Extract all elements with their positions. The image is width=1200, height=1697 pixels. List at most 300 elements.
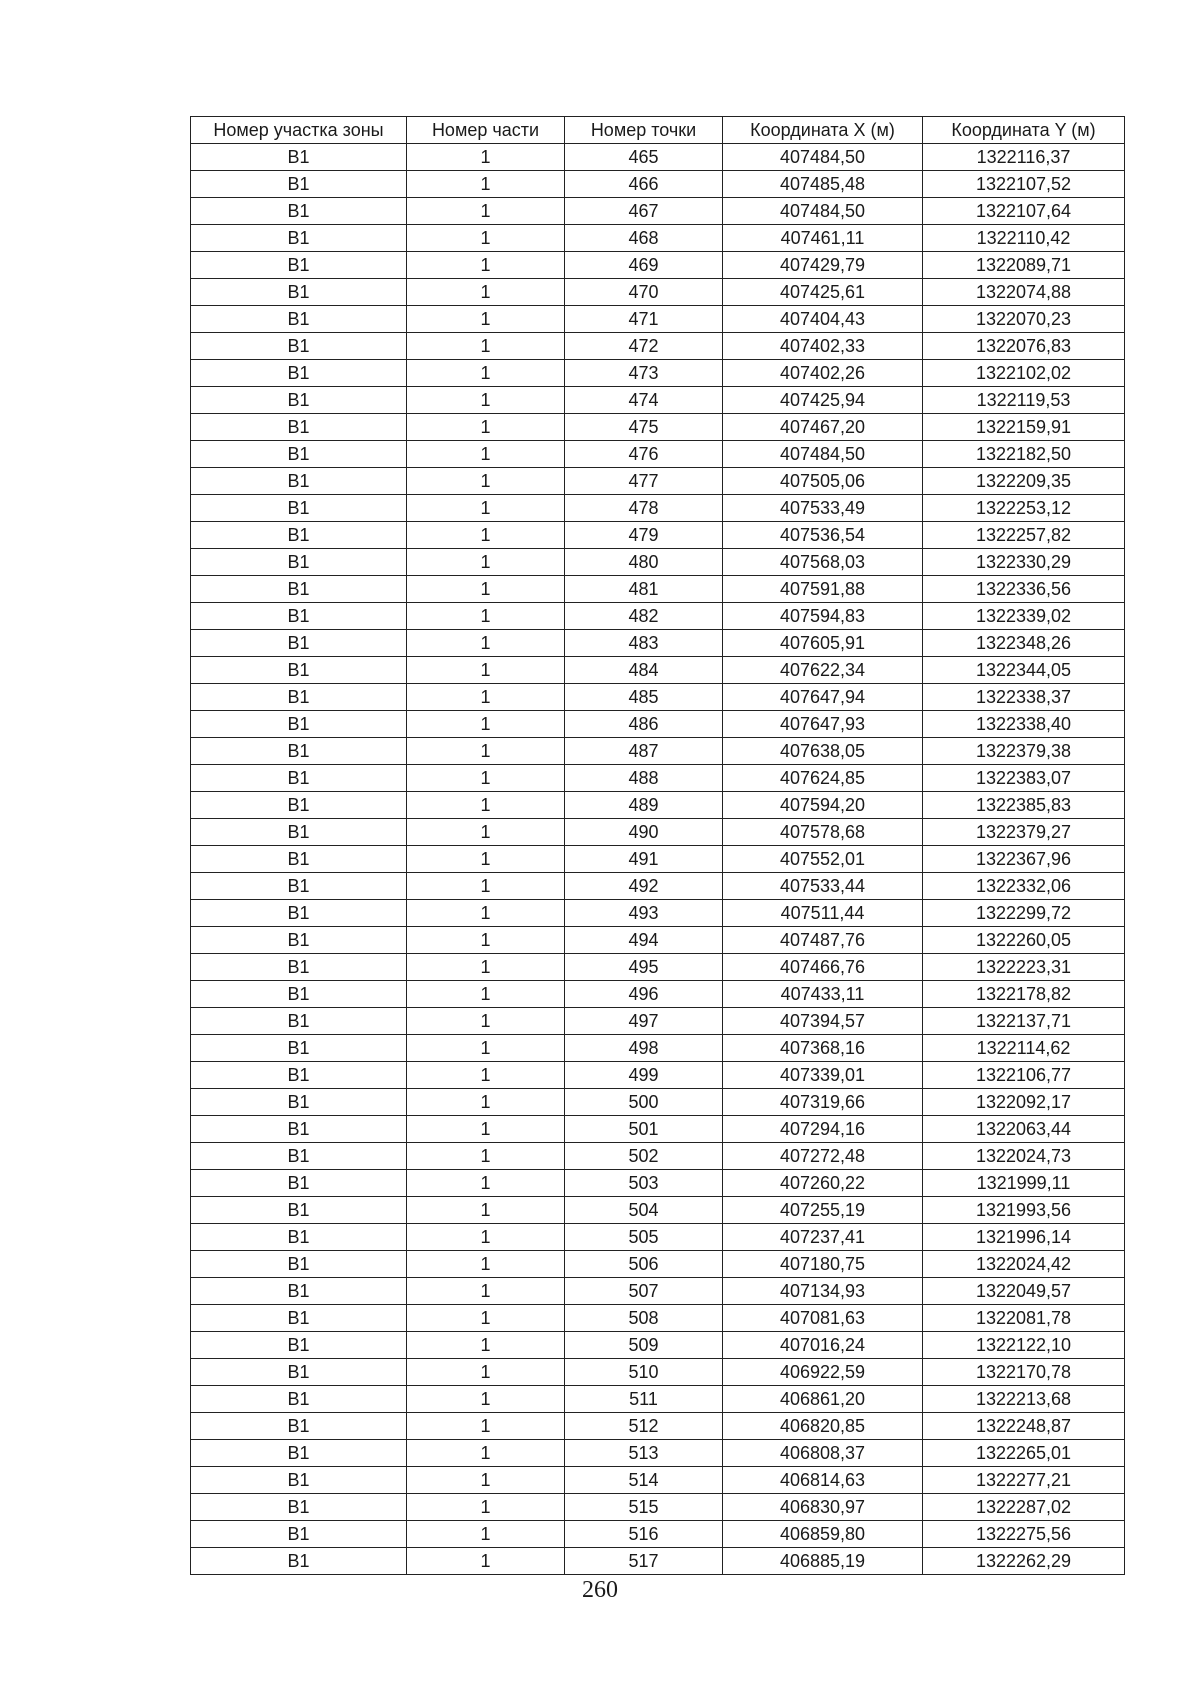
zone-section-cell: В1 <box>191 576 407 603</box>
coordinate-x-cell: 407487,76 <box>723 927 923 954</box>
table-row <box>191 630 1125 657</box>
part-number-cell: 1 <box>407 198 565 225</box>
coordinate-y-cell: 1322107,64 <box>923 198 1125 225</box>
coordinate-y-cell: 1322339,02 <box>923 603 1125 630</box>
coordinate-y-cell: 1322213,68 <box>923 1386 1125 1413</box>
zone-section-cell: В1 <box>191 387 407 414</box>
part-number-cell: 1 <box>407 1359 565 1386</box>
coordinate-x-cell: 407622,34 <box>723 657 923 684</box>
table-row <box>191 603 1125 630</box>
header-point-number: Номер точки <box>565 117 723 144</box>
part-number-cell: 1 <box>407 657 565 684</box>
table-row <box>191 144 1125 171</box>
part-number-cell: 1 <box>407 252 565 279</box>
header-coordinate-y: Координата Y (м) <box>923 117 1125 144</box>
table-row <box>191 279 1125 306</box>
table-row <box>191 1197 1125 1224</box>
zone-section-cell: В1 <box>191 1548 407 1575</box>
zone-section-cell: В1 <box>191 711 407 738</box>
coordinate-x-cell: 406861,20 <box>723 1386 923 1413</box>
coordinate-x-cell: 407272,48 <box>723 1143 923 1170</box>
point-number-cell: 502 <box>565 1143 723 1170</box>
zone-section-cell: В1 <box>191 549 407 576</box>
part-number-cell: 1 <box>407 549 565 576</box>
table-row <box>191 1170 1125 1197</box>
part-number-cell: 1 <box>407 414 565 441</box>
coordinate-y-cell: 1322287,02 <box>923 1494 1125 1521</box>
part-number-cell: 1 <box>407 792 565 819</box>
coordinate-x-cell: 406859,80 <box>723 1521 923 1548</box>
coordinate-y-cell: 1322385,83 <box>923 792 1125 819</box>
coordinate-y-cell: 1322170,78 <box>923 1359 1125 1386</box>
table-row <box>191 441 1125 468</box>
coordinate-x-cell: 407433,11 <box>723 981 923 1008</box>
coordinate-x-cell: 407624,85 <box>723 765 923 792</box>
coordinate-y-cell: 1322338,40 <box>923 711 1125 738</box>
coordinate-x-cell: 407647,93 <box>723 711 923 738</box>
coordinate-x-cell: 407429,79 <box>723 252 923 279</box>
part-number-cell: 1 <box>407 225 565 252</box>
coordinate-y-cell: 1322260,05 <box>923 927 1125 954</box>
point-number-cell: 494 <box>565 927 723 954</box>
table-row <box>191 819 1125 846</box>
coordinate-y-cell: 1322330,29 <box>923 549 1125 576</box>
table-row <box>191 414 1125 441</box>
zone-section-cell: В1 <box>191 1170 407 1197</box>
table-row <box>191 657 1125 684</box>
coordinate-x-cell: 407594,83 <box>723 603 923 630</box>
part-number-cell: 1 <box>407 1062 565 1089</box>
point-number-cell: 513 <box>565 1440 723 1467</box>
coordinate-y-cell: 1322049,57 <box>923 1278 1125 1305</box>
part-number-cell: 1 <box>407 1521 565 1548</box>
table-row <box>191 1521 1125 1548</box>
table-row <box>191 900 1125 927</box>
table-row <box>191 468 1125 495</box>
coordinates-table <box>190 116 1125 1575</box>
point-number-cell: 493 <box>565 900 723 927</box>
part-number-cell: 1 <box>407 1143 565 1170</box>
point-number-cell: 477 <box>565 468 723 495</box>
table-row <box>191 1305 1125 1332</box>
table-row <box>191 576 1125 603</box>
table-row <box>191 387 1125 414</box>
table-row <box>191 1224 1125 1251</box>
coordinate-x-cell: 406885,19 <box>723 1548 923 1575</box>
coordinate-x-cell: 407647,94 <box>723 684 923 711</box>
coordinate-x-cell: 406830,97 <box>723 1494 923 1521</box>
table-body <box>191 144 1125 1575</box>
table-row <box>191 225 1125 252</box>
point-number-cell: 475 <box>565 414 723 441</box>
table-row <box>191 198 1125 225</box>
header-part-number: Номер части <box>407 117 565 144</box>
table-row <box>191 873 1125 900</box>
zone-section-cell: В1 <box>191 1251 407 1278</box>
point-number-cell: 510 <box>565 1359 723 1386</box>
coordinate-x-cell: 407568,03 <box>723 549 923 576</box>
table-row <box>191 1467 1125 1494</box>
coordinate-y-cell: 1321999,11 <box>923 1170 1125 1197</box>
coordinate-x-cell: 407533,49 <box>723 495 923 522</box>
point-number-cell: 497 <box>565 1008 723 1035</box>
zone-section-cell: В1 <box>191 144 407 171</box>
table-row <box>191 1359 1125 1386</box>
part-number-cell: 1 <box>407 1278 565 1305</box>
zone-section-cell: В1 <box>191 441 407 468</box>
zone-section-cell: В1 <box>191 279 407 306</box>
coordinate-y-cell: 1322367,96 <box>923 846 1125 873</box>
coordinate-x-cell: 406814,63 <box>723 1467 923 1494</box>
coordinate-y-cell: 1322070,23 <box>923 306 1125 333</box>
point-number-cell: 470 <box>565 279 723 306</box>
table-row <box>191 1008 1125 1035</box>
table-row <box>191 684 1125 711</box>
coordinate-y-cell: 1322299,72 <box>923 900 1125 927</box>
coordinate-y-cell: 1322119,53 <box>923 387 1125 414</box>
point-number-cell: 509 <box>565 1332 723 1359</box>
point-number-cell: 481 <box>565 576 723 603</box>
zone-section-cell: В1 <box>191 1062 407 1089</box>
coordinate-x-cell: 407591,88 <box>723 576 923 603</box>
zone-section-cell: В1 <box>191 1089 407 1116</box>
point-number-cell: 489 <box>565 792 723 819</box>
table-row <box>191 927 1125 954</box>
point-number-cell: 508 <box>565 1305 723 1332</box>
part-number-cell: 1 <box>407 387 565 414</box>
part-number-cell: 1 <box>407 630 565 657</box>
table-row <box>191 792 1125 819</box>
point-number-cell: 468 <box>565 225 723 252</box>
table-row <box>191 1494 1125 1521</box>
coordinate-x-cell: 407485,48 <box>723 171 923 198</box>
zone-section-cell: В1 <box>191 1197 407 1224</box>
coordinate-x-cell: 407425,94 <box>723 387 923 414</box>
coordinate-y-cell: 1322106,77 <box>923 1062 1125 1089</box>
zone-section-cell: В1 <box>191 225 407 252</box>
point-number-cell: 490 <box>565 819 723 846</box>
part-number-cell: 1 <box>407 1413 565 1440</box>
coordinate-y-cell: 1322257,82 <box>923 522 1125 549</box>
zone-section-cell: В1 <box>191 198 407 225</box>
point-number-cell: 486 <box>565 711 723 738</box>
table-row <box>191 981 1125 1008</box>
table-row <box>191 1143 1125 1170</box>
zone-section-cell: В1 <box>191 1467 407 1494</box>
point-number-cell: 483 <box>565 630 723 657</box>
coordinate-y-cell: 1322209,35 <box>923 468 1125 495</box>
table-row <box>191 333 1125 360</box>
point-number-cell: 482 <box>565 603 723 630</box>
table-row <box>191 1332 1125 1359</box>
coordinate-x-cell: 407404,43 <box>723 306 923 333</box>
coordinate-y-cell: 1322089,71 <box>923 252 1125 279</box>
table-row <box>191 1089 1125 1116</box>
coordinate-y-cell: 1322344,05 <box>923 657 1125 684</box>
coordinate-x-cell: 406922,59 <box>723 1359 923 1386</box>
part-number-cell: 1 <box>407 846 565 873</box>
part-number-cell: 1 <box>407 279 565 306</box>
zone-section-cell: В1 <box>191 1305 407 1332</box>
part-number-cell: 1 <box>407 1494 565 1521</box>
coordinate-x-cell: 407505,06 <box>723 468 923 495</box>
part-number-cell: 1 <box>407 1332 565 1359</box>
coordinate-y-cell: 1322383,07 <box>923 765 1125 792</box>
point-number-cell: 479 <box>565 522 723 549</box>
point-number-cell: 487 <box>565 738 723 765</box>
part-number-cell: 1 <box>407 576 565 603</box>
coordinate-x-cell: 407394,57 <box>723 1008 923 1035</box>
coordinate-y-cell: 1322338,37 <box>923 684 1125 711</box>
point-number-cell: 495 <box>565 954 723 981</box>
table-row <box>191 522 1125 549</box>
part-number-cell: 1 <box>407 927 565 954</box>
zone-section-cell: В1 <box>191 738 407 765</box>
zone-section-cell: В1 <box>191 414 407 441</box>
point-number-cell: 506 <box>565 1251 723 1278</box>
point-number-cell: 473 <box>565 360 723 387</box>
point-number-cell: 505 <box>565 1224 723 1251</box>
coordinate-x-cell: 407511,44 <box>723 900 923 927</box>
coordinate-x-cell: 407255,19 <box>723 1197 923 1224</box>
coordinate-y-cell: 1322379,27 <box>923 819 1125 846</box>
coordinate-y-cell: 1322024,73 <box>923 1143 1125 1170</box>
zone-section-cell: В1 <box>191 306 407 333</box>
part-number-cell: 1 <box>407 1386 565 1413</box>
coordinate-y-cell: 1322063,44 <box>923 1116 1125 1143</box>
part-number-cell: 1 <box>407 522 565 549</box>
point-number-cell: 476 <box>565 441 723 468</box>
part-number-cell: 1 <box>407 441 565 468</box>
part-number-cell: 1 <box>407 603 565 630</box>
zone-section-cell: В1 <box>191 792 407 819</box>
point-number-cell: 488 <box>565 765 723 792</box>
part-number-cell: 1 <box>407 468 565 495</box>
point-number-cell: 504 <box>565 1197 723 1224</box>
coordinate-y-cell: 1322348,26 <box>923 630 1125 657</box>
point-number-cell: 512 <box>565 1413 723 1440</box>
coordinate-y-cell: 1322122,10 <box>923 1332 1125 1359</box>
zone-section-cell: В1 <box>191 1278 407 1305</box>
part-number-cell: 1 <box>407 873 565 900</box>
coordinate-y-cell: 1322110,42 <box>923 225 1125 252</box>
point-number-cell: 478 <box>565 495 723 522</box>
coordinate-x-cell: 407605,91 <box>723 630 923 657</box>
part-number-cell: 1 <box>407 1251 565 1278</box>
zone-section-cell: В1 <box>191 1143 407 1170</box>
table-row <box>191 1548 1125 1575</box>
part-number-cell: 1 <box>407 1170 565 1197</box>
zone-section-cell: В1 <box>191 657 407 684</box>
point-number-cell: 492 <box>565 873 723 900</box>
table-row <box>191 360 1125 387</box>
part-number-cell: 1 <box>407 1440 565 1467</box>
coordinate-x-cell: 407402,26 <box>723 360 923 387</box>
zone-section-cell: В1 <box>191 1224 407 1251</box>
coordinate-x-cell: 407237,41 <box>723 1224 923 1251</box>
zone-section-cell: В1 <box>191 819 407 846</box>
table-row <box>191 1251 1125 1278</box>
zone-section-cell: В1 <box>191 1116 407 1143</box>
coordinate-y-cell: 1322265,01 <box>923 1440 1125 1467</box>
coordinate-y-cell: 1322024,42 <box>923 1251 1125 1278</box>
zone-section-cell: В1 <box>191 1359 407 1386</box>
zone-section-cell: В1 <box>191 360 407 387</box>
table-row <box>191 306 1125 333</box>
coordinate-x-cell: 407294,16 <box>723 1116 923 1143</box>
point-number-cell: 503 <box>565 1170 723 1197</box>
coordinate-x-cell: 407081,63 <box>723 1305 923 1332</box>
table-row <box>191 495 1125 522</box>
part-number-cell: 1 <box>407 360 565 387</box>
table-row <box>191 1440 1125 1467</box>
zone-section-cell: В1 <box>191 1008 407 1035</box>
coordinate-x-cell: 407461,11 <box>723 225 923 252</box>
coordinate-x-cell: 407466,76 <box>723 954 923 981</box>
point-number-cell: 469 <box>565 252 723 279</box>
point-number-cell: 472 <box>565 333 723 360</box>
point-number-cell: 474 <box>565 387 723 414</box>
coordinate-x-cell: 407260,22 <box>723 1170 923 1197</box>
table-row <box>191 1278 1125 1305</box>
zone-section-cell: В1 <box>191 1035 407 1062</box>
table-row <box>191 252 1125 279</box>
part-number-cell: 1 <box>407 1089 565 1116</box>
coordinate-y-cell: 1322076,83 <box>923 333 1125 360</box>
point-number-cell: 465 <box>565 144 723 171</box>
part-number-cell: 1 <box>407 171 565 198</box>
coordinate-x-cell: 407638,05 <box>723 738 923 765</box>
part-number-cell: 1 <box>407 495 565 522</box>
part-number-cell: 1 <box>407 711 565 738</box>
part-number-cell: 1 <box>407 1008 565 1035</box>
coordinate-y-cell: 1322275,56 <box>923 1521 1125 1548</box>
point-number-cell: 480 <box>565 549 723 576</box>
coordinate-x-cell: 407134,93 <box>723 1278 923 1305</box>
coordinate-x-cell: 407578,68 <box>723 819 923 846</box>
table-row <box>191 846 1125 873</box>
table-row <box>191 1413 1125 1440</box>
part-number-cell: 1 <box>407 1548 565 1575</box>
coordinate-x-cell: 407467,20 <box>723 414 923 441</box>
point-number-cell: 471 <box>565 306 723 333</box>
part-number-cell: 1 <box>407 684 565 711</box>
coordinate-x-cell: 407180,75 <box>723 1251 923 1278</box>
coordinate-y-cell: 1321996,14 <box>923 1224 1125 1251</box>
zone-section-cell: В1 <box>191 1521 407 1548</box>
coordinate-x-cell: 406820,85 <box>723 1413 923 1440</box>
coordinate-x-cell: 407319,66 <box>723 1089 923 1116</box>
coordinate-y-cell: 1322159,91 <box>923 414 1125 441</box>
coordinate-y-cell: 1322182,50 <box>923 441 1125 468</box>
table-row <box>191 1062 1125 1089</box>
zone-section-cell: В1 <box>191 603 407 630</box>
point-number-cell: 485 <box>565 684 723 711</box>
coordinate-x-cell: 407552,01 <box>723 846 923 873</box>
table-row <box>191 954 1125 981</box>
point-number-cell: 466 <box>565 171 723 198</box>
point-number-cell: 498 <box>565 1035 723 1062</box>
point-number-cell: 491 <box>565 846 723 873</box>
coordinate-x-cell: 407016,24 <box>723 1332 923 1359</box>
table-row <box>191 171 1125 198</box>
part-number-cell: 1 <box>407 765 565 792</box>
coordinate-x-cell: 407484,50 <box>723 144 923 171</box>
coordinate-y-cell: 1322277,21 <box>923 1467 1125 1494</box>
header-coordinate-x: Координата X (м) <box>723 117 923 144</box>
zone-section-cell: В1 <box>191 1440 407 1467</box>
part-number-cell: 1 <box>407 1467 565 1494</box>
zone-section-cell: В1 <box>191 954 407 981</box>
point-number-cell: 507 <box>565 1278 723 1305</box>
zone-section-cell: В1 <box>191 468 407 495</box>
coordinate-y-cell: 1322253,12 <box>923 495 1125 522</box>
coordinate-y-cell: 1322107,52 <box>923 171 1125 198</box>
table-row <box>191 549 1125 576</box>
part-number-cell: 1 <box>407 333 565 360</box>
coordinate-x-cell: 407425,61 <box>723 279 923 306</box>
zone-section-cell: В1 <box>191 495 407 522</box>
point-number-cell: 500 <box>565 1089 723 1116</box>
zone-section-cell: В1 <box>191 252 407 279</box>
table-row <box>191 1035 1125 1062</box>
point-number-cell: 501 <box>565 1116 723 1143</box>
part-number-cell: 1 <box>407 1116 565 1143</box>
zone-section-cell: В1 <box>191 1386 407 1413</box>
coordinate-y-cell: 1321993,56 <box>923 1197 1125 1224</box>
table-header-row <box>191 117 1125 144</box>
point-number-cell: 484 <box>565 657 723 684</box>
coordinate-y-cell: 1322262,29 <box>923 1548 1125 1575</box>
table-row <box>191 1386 1125 1413</box>
coordinate-y-cell: 1322074,88 <box>923 279 1125 306</box>
coordinate-x-cell: 407533,44 <box>723 873 923 900</box>
coordinate-y-cell: 1322336,56 <box>923 576 1125 603</box>
coordinate-x-cell: 407594,20 <box>723 792 923 819</box>
coordinate-x-cell: 407536,54 <box>723 522 923 549</box>
part-number-cell: 1 <box>407 306 565 333</box>
point-number-cell: 496 <box>565 981 723 1008</box>
zone-section-cell: В1 <box>191 1332 407 1359</box>
zone-section-cell: В1 <box>191 630 407 657</box>
coordinate-x-cell: 407484,50 <box>723 198 923 225</box>
zone-section-cell: В1 <box>191 900 407 927</box>
coordinate-y-cell: 1322223,31 <box>923 954 1125 981</box>
table-row <box>191 765 1125 792</box>
point-number-cell: 499 <box>565 1062 723 1089</box>
coordinate-y-cell: 1322116,37 <box>923 144 1125 171</box>
point-number-cell: 467 <box>565 198 723 225</box>
point-number-cell: 515 <box>565 1494 723 1521</box>
zone-section-cell: В1 <box>191 927 407 954</box>
part-number-cell: 1 <box>407 144 565 171</box>
point-number-cell: 511 <box>565 1386 723 1413</box>
coordinate-x-cell: 407484,50 <box>723 441 923 468</box>
part-number-cell: 1 <box>407 1035 565 1062</box>
zone-section-cell: В1 <box>191 873 407 900</box>
coordinate-y-cell: 1322178,82 <box>923 981 1125 1008</box>
coordinate-y-cell: 1322248,87 <box>923 1413 1125 1440</box>
part-number-cell: 1 <box>407 900 565 927</box>
page-number: 260 <box>582 1577 618 1603</box>
zone-section-cell: В1 <box>191 846 407 873</box>
part-number-cell: 1 <box>407 981 565 1008</box>
zone-section-cell: В1 <box>191 1494 407 1521</box>
coordinate-y-cell: 1322102,02 <box>923 360 1125 387</box>
coordinate-y-cell: 1322092,17 <box>923 1089 1125 1116</box>
part-number-cell: 1 <box>407 1305 565 1332</box>
zone-section-cell: В1 <box>191 171 407 198</box>
